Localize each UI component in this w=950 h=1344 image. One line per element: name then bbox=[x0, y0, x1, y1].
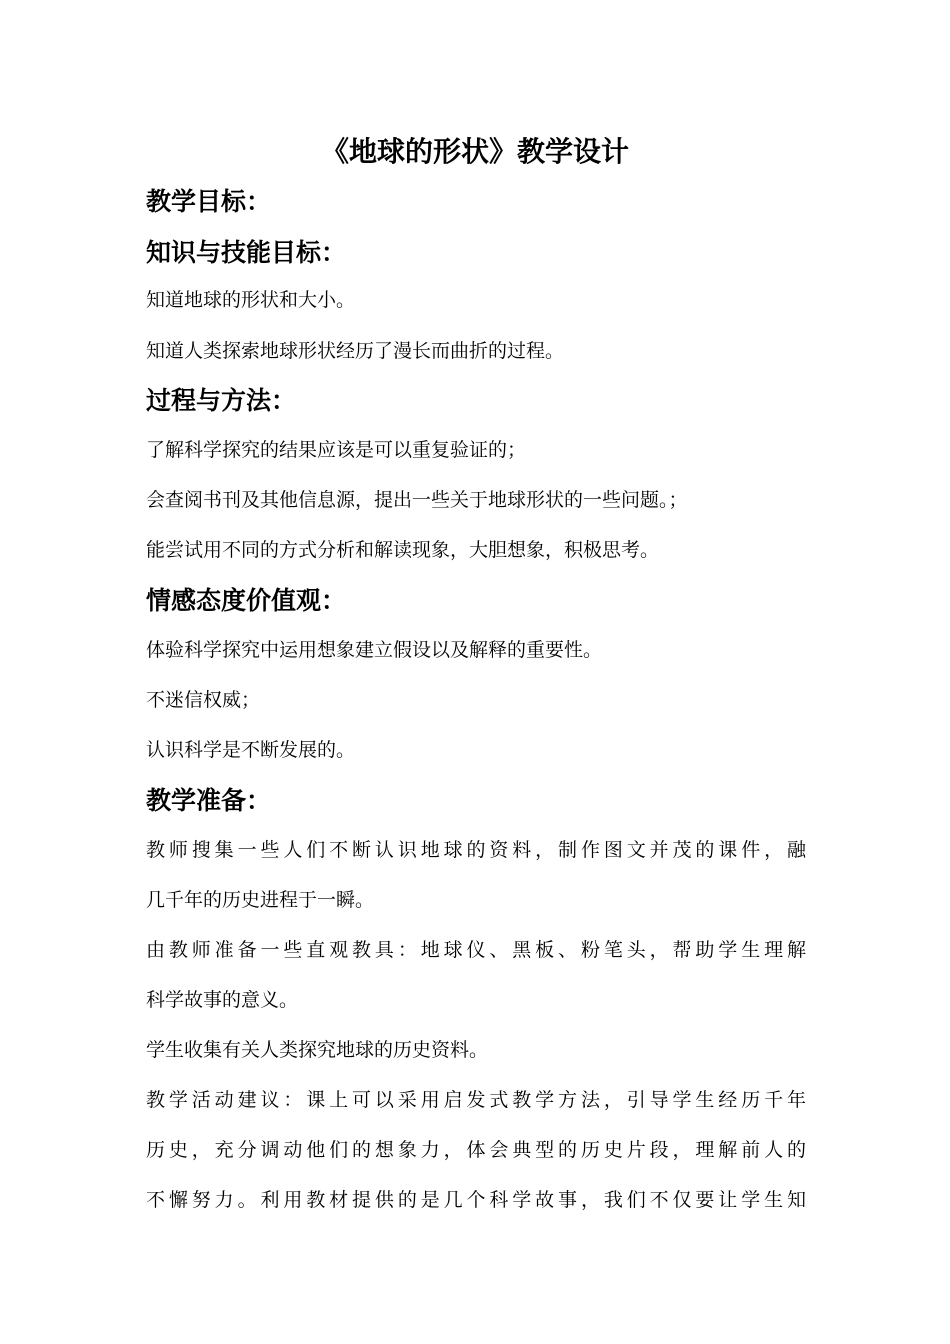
preparation-paragraph-4-line-3: 不懈努力。利用教材提供的是几个科学故事，我们不仅要让学生知 bbox=[146, 1189, 806, 1211]
emotion-values-heading: 情感态度价值观： bbox=[146, 586, 347, 615]
preparation-paragraph-1-line-2: 几千年的历史进程于一瞬。 bbox=[146, 889, 375, 911]
document-title: 《地球的形状》教学设计 bbox=[320, 135, 629, 168]
knowledge-item-2: 知道人类探索地球形状经历了漫长而曲折的过程。 bbox=[146, 340, 565, 362]
emotion-item-3: 认识科学是不断发展的。 bbox=[146, 739, 356, 761]
preparation-paragraph-2-line-2: 科学故事的意义。 bbox=[146, 989, 299, 1011]
process-item-3: 能尝试用不同的方式分析和解读现象，大胆想象，积极思考。 bbox=[146, 539, 660, 561]
preparation-paragraph-1-line-1: 教师搜集一些人们不断认识地球的资料，制作图文并茂的课件，融 bbox=[146, 839, 806, 861]
knowledge-skills-heading: 知识与技能目标： bbox=[146, 238, 347, 267]
preparation-paragraph-4-line-2: 历史，充分调动他们的想象力，体会典型的历史片段，理解前人的 bbox=[146, 1139, 806, 1161]
knowledge-item-1: 知道地球的形状和大小。 bbox=[146, 289, 356, 311]
preparation-paragraph-3-line-1: 学生收集有关人类探究地球的历史资料。 bbox=[146, 1039, 489, 1061]
process-item-2: 会查阅书刊及其他信息源，提出一些关于地球形状的一些问题。； bbox=[146, 489, 688, 511]
teaching-goals-heading: 教学目标： bbox=[146, 187, 272, 216]
preparation-paragraph-4-line-1: 教学活动建议：课上可以采用启发式教学方法，引导学生经历千年 bbox=[146, 1089, 806, 1111]
process-methods-heading: 过程与方法： bbox=[146, 386, 297, 415]
preparation-heading: 教学准备： bbox=[146, 786, 272, 815]
preparation-paragraph-2-line-1: 由教师准备一些直观教具：地球仪、黑板、粉笔头，帮助学生理解 bbox=[146, 939, 806, 961]
emotion-item-1: 体验科学探究中运用想象建立假设以及解释的重要性。 bbox=[146, 639, 603, 661]
process-item-1: 了解科学探究的结果应该是可以重复验证的； bbox=[146, 439, 527, 461]
emotion-item-2: 不迷信权威； bbox=[146, 689, 261, 711]
